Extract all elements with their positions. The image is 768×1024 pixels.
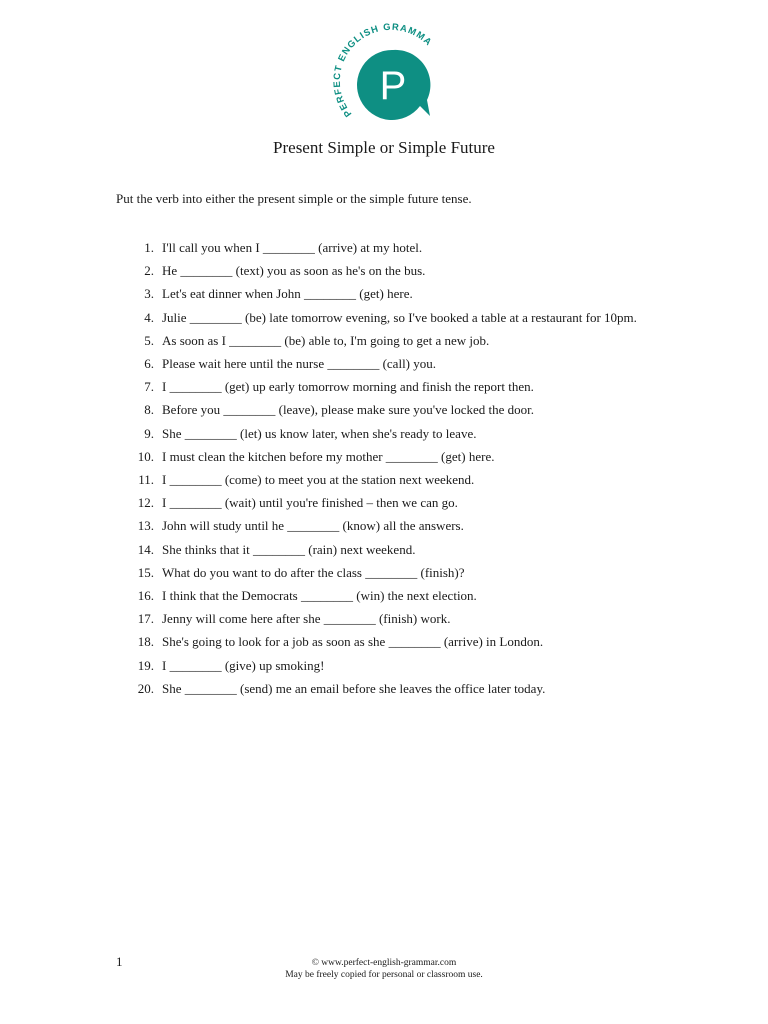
exercise-number: 4.	[144, 309, 154, 325]
exercise-number: 15.	[137, 564, 154, 580]
logo-ring-textpath: PERFECT ENGLISH GRAMMA	[330, 22, 435, 120]
exercise-text: Let's eat dinner when John ________ (get) here.	[162, 286, 413, 302]
exercise-text: What do you want to do after the class ________ (finish)?	[162, 564, 465, 580]
exercise-number: 9.	[144, 425, 154, 441]
exercise-item	[128, 514, 658, 537]
exercise-number: 5.	[144, 332, 154, 348]
exercise-text: I'll call you when I ________ (arrive) at my hotel.	[162, 240, 423, 255]
exercise-item	[128, 282, 658, 305]
exercise-text: He ________ (text) you as soon as he's on the bus.	[162, 263, 426, 279]
exercise-text: I ________ (come) to meet you at the station next weekend.	[162, 472, 475, 488]
exercise-text: John will study until he ________ (know) all the answers.	[162, 518, 464, 534]
exercise-number: 2.	[144, 263, 154, 279]
exercise-text: She thinks that it ________ (rain) next weekend.	[162, 541, 416, 557]
exercise-item	[128, 445, 658, 468]
exercise-number: 6.	[144, 356, 154, 372]
exercise-text: She's going to look for a job as soon as she ________ (arrive) in London.	[162, 634, 544, 650]
exercise-text: I must clean the kitchen before my mother ________ (get) here.	[162, 448, 495, 464]
exercise-item	[128, 654, 658, 677]
footer-license: May be freely copied for personal or classroom use.	[285, 970, 483, 980]
exercise-number: 18.	[137, 634, 154, 650]
exercise-item	[128, 607, 658, 630]
exercise-text: Jenny will come here after she ________ (finish) work.	[162, 611, 451, 627]
page-number: 1	[116, 954, 123, 969]
footer-copyright: © www.perfect-english-grammar.com	[311, 958, 457, 968]
exercise-item	[128, 306, 658, 329]
exercise-item	[128, 584, 658, 607]
exercise-item	[128, 630, 658, 653]
exercise-text: She ________ (send) me an email before she leaves the office later today.	[162, 680, 546, 696]
exercise-item	[128, 491, 658, 514]
exercise-text: I ________ (get) up early tomorrow morning and finish the report then.	[162, 379, 534, 395]
exercise-text: Please wait here until the nurse ________ (call) you.	[162, 356, 437, 372]
exercise-item	[128, 468, 658, 491]
exercise-item	[128, 398, 658, 421]
exercise-text: She ________ (let) us know later, when she's ready to leave.	[162, 425, 477, 441]
exercise-number: 11.	[138, 472, 154, 488]
exercise-number: 14.	[137, 541, 154, 557]
exercise-number: 12.	[137, 495, 154, 511]
exercise-number: 1.	[144, 240, 154, 255]
exercise-item	[128, 561, 658, 584]
exercise-item	[128, 375, 658, 398]
exercise-text: As soon as I ________ (be) able to, I'm going to get a new job.	[162, 332, 490, 348]
exercise-text: Julie ________ (be) late tomorrow evening, so I've booked a table at a restaurant for 10pm.	[162, 309, 637, 325]
exercise-number: 8.	[144, 402, 154, 418]
logo-letter: P	[379, 64, 407, 108]
exercise-item	[128, 422, 658, 445]
exercise-text: Before you ________ (leave), please make sure you've locked the door.	[162, 402, 534, 418]
exercise-number: 20.	[137, 680, 154, 696]
exercise-text: I ________ (wait) until you're finished – then we can go.	[162, 495, 458, 511]
exercise-item	[128, 352, 658, 375]
exercise-number: 19.	[137, 657, 154, 673]
exercise-item	[128, 677, 658, 700]
exercise-item	[128, 259, 658, 282]
exercise-text: I think that the Democrats ________ (win) the next election.	[162, 588, 477, 604]
exercise-number: 7.	[144, 379, 154, 395]
brand-logo	[326, 22, 438, 126]
exercise-text: I ________ (give) up smoking!	[162, 657, 325, 673]
exercise-item	[128, 538, 658, 561]
exercise-item	[128, 236, 658, 259]
exercise-list	[128, 236, 658, 700]
page-title: Present Simple or Simple Future	[273, 138, 495, 157]
exercise-item	[128, 329, 658, 352]
exercise-number: 17.	[137, 611, 154, 627]
footer	[0, 957, 768, 981]
exercise-number: 10.	[137, 448, 154, 464]
exercise-number: 13.	[137, 518, 154, 534]
instructions: Put the verb into either the present simple or the simple future tense.	[116, 191, 472, 206]
exercise-number: 16.	[137, 588, 154, 604]
exercise-number: 3.	[144, 286, 154, 302]
